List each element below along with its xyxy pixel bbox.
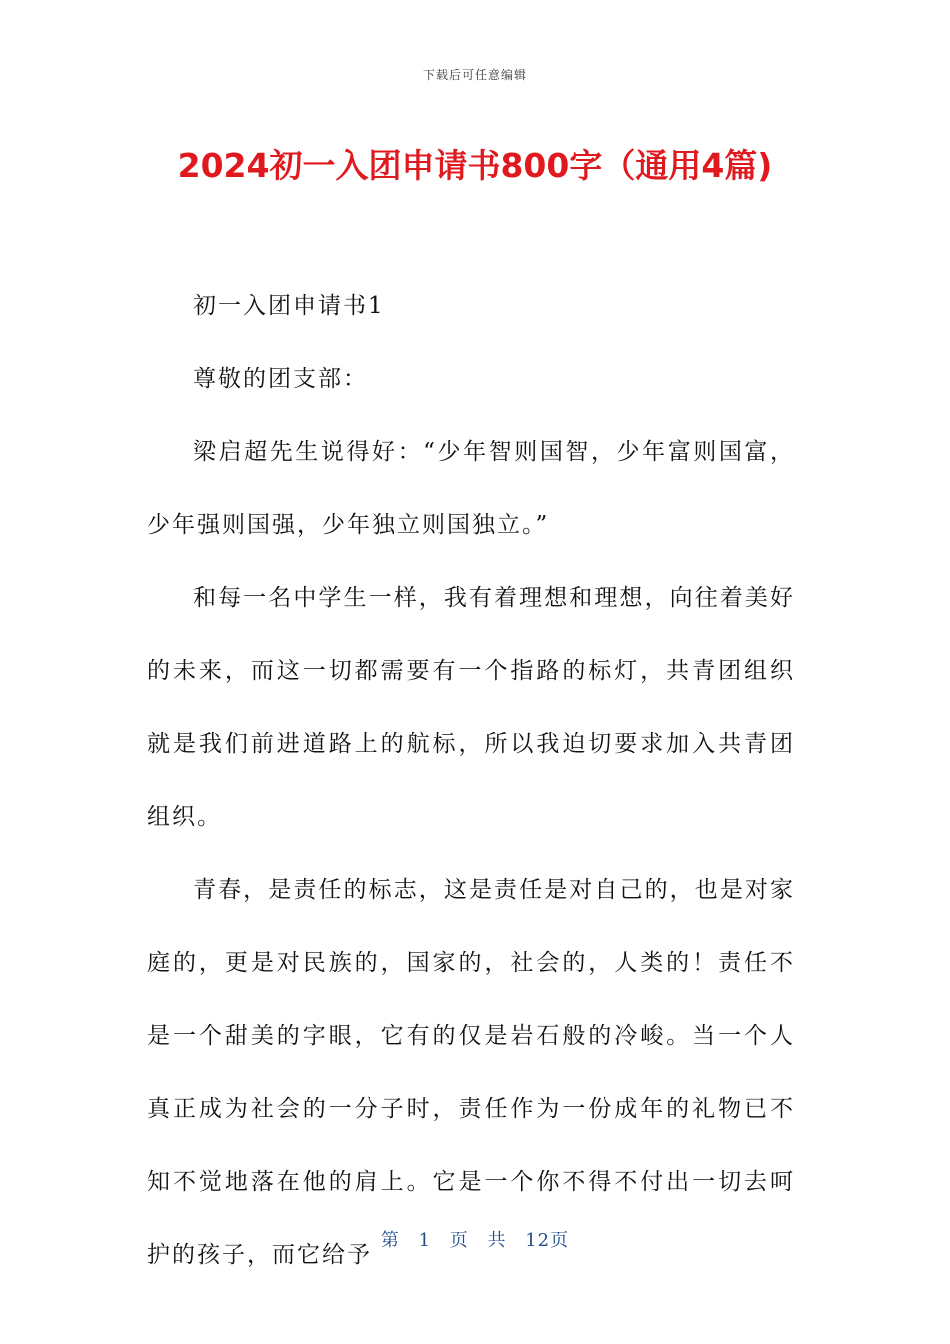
document-body [147, 270, 795, 1292]
footer-current-page: 1 [418, 1230, 432, 1251]
footer-total-word: 共 [487, 1230, 507, 1251]
paragraph-heading: 初一入团申请书1 [193, 293, 385, 319]
paragraph-salutation: 尊敬的团支部： [193, 366, 368, 392]
paragraph: 青春，是责任的标志，这是责任是对自己的，也是对家庭的，更是对民族的，国家的，社会的，人类的！责任不是一个甜美的字眼，它有的仅是岩石般的冷峻。当一个人真正成为社会的一分子时，责任作为一份成年的礼物已不知不觉地落在他的肩上。它是一个你不得不付出一切去呵护的孩子，而它给予 [147, 877, 795, 1268]
footer-page-word: 页 [449, 1230, 469, 1251]
paragraph: 和每一名中学生一样，我有着理想和理想，向往着美好的未来，而这一切都需要有一个指路的标灯，共青团组织就是我们前进道路上的航标，所以我迫切要求加入共青团组织。 [147, 585, 795, 830]
footer-total-pages: 12页 [525, 1230, 570, 1251]
header-note: 下载后可任意编辑 [422, 68, 527, 82]
paragraph: 梁启超先生说得好：“少年智则国智，少年富则国富，少年强则国强，少年独立则国独立。” [147, 439, 795, 538]
footer-prefix: 第 [380, 1230, 400, 1251]
page-number-footer [0, 1226, 950, 1252]
document-title: 2024初一入团申请书800字（通用4篇) [177, 146, 773, 185]
